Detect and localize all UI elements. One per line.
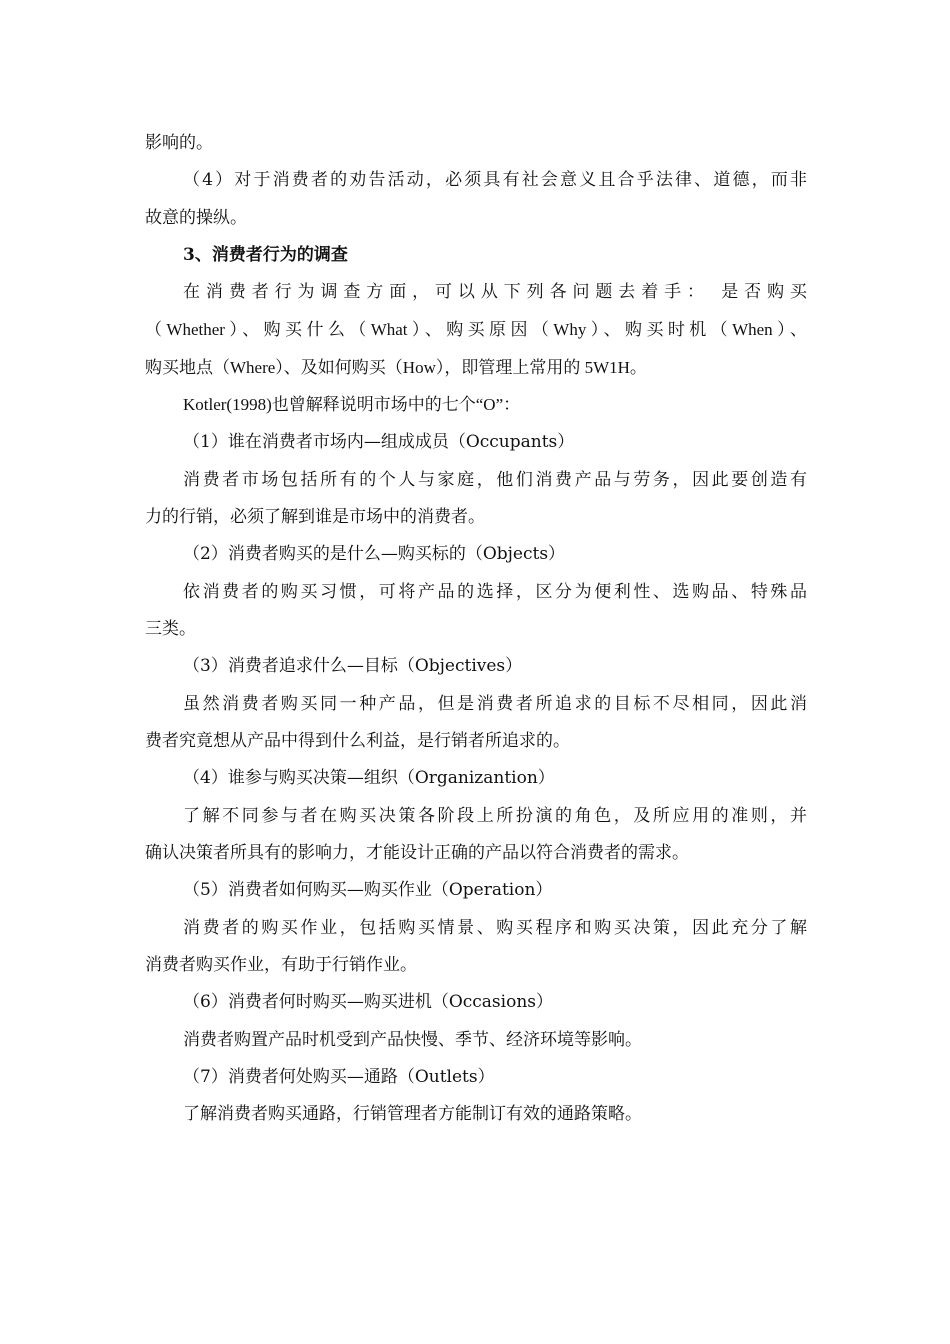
section-heading: 3、消费者行为的调查	[183, 245, 348, 265]
paragraph-line: 影响的。	[145, 133, 213, 153]
paragraph-line: 消费者的购买作业，包括购买情景、购买程序和购买决策，因此充分了解	[183, 918, 807, 938]
paragraph-line: 三类。	[145, 619, 196, 639]
paragraph-line: 虽然消费者购买同一种产品，但是消费者所追求的目标不尽相同，因此消	[183, 694, 807, 714]
paragraph-line: 费者究竟想从产品中得到什么利益，是行销者所追求的。	[145, 731, 570, 751]
paragraph-line: 在消费者行为调查方面，可以从下列各问题去着手： 是否购买	[183, 282, 807, 302]
paragraph-line: 确认决策者所具有的影响力，才能设计正确的产品以符合消费者的需求。	[145, 843, 689, 863]
paragraph-line: 了解消费者购买通路，行销管理者方能制订有效的通路策略。	[183, 1104, 642, 1124]
paragraph-line: 依消费者的购买习惯，可将产品的选择，区分为便利性、选购品、特殊品	[183, 582, 807, 602]
paragraph-line: 消费者购置产品时机受到产品快慢、季节、经济环境等影响。	[183, 1030, 642, 1050]
list-item-heading: （1）谁在消费者市场内—组成成员（Occupants）	[183, 432, 575, 452]
paragraph-line: 消费者市场包括所有的个人与家庭，他们消费产品与劳务，因此要创造有	[183, 470, 807, 490]
list-item-heading: （3）消费者追求什么—目标（Objectives）	[183, 656, 523, 676]
list-item-heading: （2）消费者购买的是什么—购买标的（Objects）	[183, 544, 566, 564]
paragraph-line: 了解不同参与者在购买决策各阶段上所扮演的角色，及所应用的准则，并	[183, 806, 807, 826]
paragraph-line: Kotler(1998)也曾解释说明市场中的七个“O”：	[183, 395, 521, 414]
list-item-heading: （4）谁参与购买决策—组织（Organizantion）	[183, 768, 555, 788]
paragraph-line: 消费者购买作业，有助于行销作业。	[145, 955, 417, 975]
list-item-heading: （7）消费者何处购买—通路（Outlets）	[183, 1067, 495, 1087]
paragraph-line: 力的行销，必须了解到谁是市场中的消费者。	[145, 507, 485, 527]
paragraph-line: （Whether）、购买什么（What）、购买原因（Why）、购买时机（When）、	[145, 320, 807, 339]
paragraph-line: （4）对于消费者的劝告活动，必须具有社会意义且合乎法律、道德，而非	[183, 170, 807, 190]
list-item-heading: （5）消费者如何购买—购买作业（Operation）	[183, 880, 553, 900]
paragraph-line: 购买地点（Where）、及如何购买（How），即管理上常用的 5W1H。	[145, 358, 647, 377]
list-item-heading: （6）消费者何时购买—购买进机（Occasions）	[183, 992, 553, 1012]
paragraph-line: 故意的操纵。	[145, 208, 247, 228]
